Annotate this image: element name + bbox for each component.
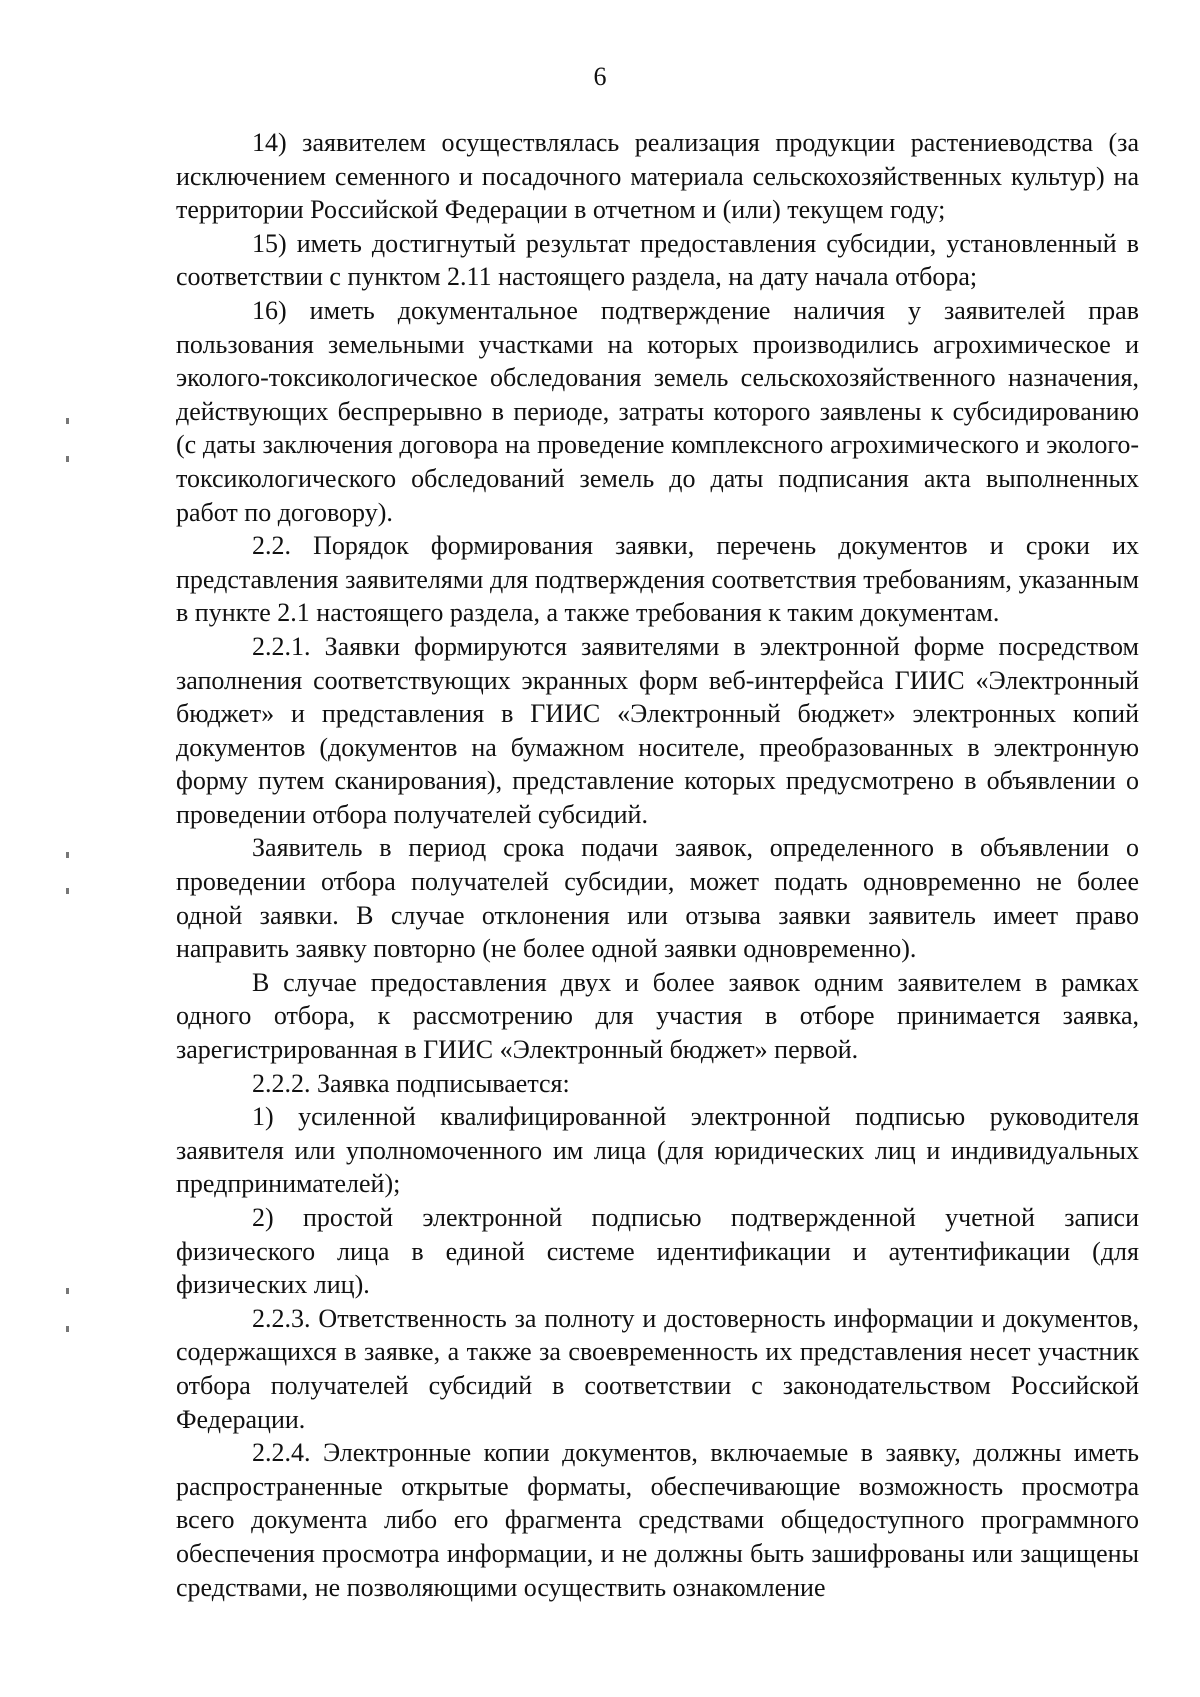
paragraph-signature-legal-entities: 1) усиленной квалифицированной электронной подписью руководителя заявителя или уполномоченного им лица (для юридических лиц и индивидуальных предпринимателей); (176, 1102, 1139, 1199)
paragraph-section-2-2-2: 2.2.2. Заявка подписывается: (252, 1068, 570, 1098)
scan-artifact (66, 418, 69, 424)
paragraph-signature-individuals: 2) простой электронной подписью подтвержденной учетной записи физического лица в единой системе идентификации и аутентификации (для физических лиц). (176, 1203, 1139, 1300)
paragraph-multiple-applications: В случае предоставления двух и более заявок одним заявителем в рамках одного отбора, к рассмотрению для участия в отборе принимается заявка, зарегистрированная в ГИИС «Электронный бюджет» первой. (176, 967, 1139, 1065)
document-body (176, 126, 1139, 1604)
paragraph-section-2-2-4: 2.2.4. Электронные копии документов, включаемые в заявку, должны иметь распространенные открытые форматы, обеспечивающие возможность просмотра всего документа либо его фрагмента средствами общедоступного программного обеспечения просмотра информации, и не должны быть зашифрованы или защищены средствами, не позволяющими осуществить ознакомление (176, 1438, 1139, 1602)
paragraph-single-application: Заявитель в период срока подачи заявок, определенного в объявлении о проведении отбора получателей субсидии, может подать одновременно не более одной заявки. В случае отклонения или отзыва заявки заявитель имеет право направить заявку повторно (не более одной заявки одновременно). (176, 833, 1139, 964)
paragraph-section-2-2-3: 2.2.3. Ответственность за полноту и достоверность информации и документов, содержащихся в заявке, а также за своевременность их представления несет участник отбора получателей субсидий в соответствии с законодательством Российской Федерации. (176, 1303, 1139, 1434)
scan-artifact (66, 456, 69, 462)
page-number: 6 (593, 62, 607, 91)
paragraph-section-2-2-1: 2.2.1. Заявки формируются заявителями в электронной форме посредством заполнения соответствующих экранных форм веб-интерфейса ГИИС «Электронный бюджет» и представления в ГИИС «Электронный бюджет» электронных копий документов (документов на бумажном носителе, преобразованных в электронную форму путем сканирования), представление которых предусмотрено в объявлении о проведении отбора получателей субсидий. (176, 631, 1139, 829)
scan-artifact (66, 888, 69, 894)
paragraph-item-14: 14) заявителем осуществлялась реализация продукции растениеводства (за исключением семенного и посадочного материала сельскохозяйственных культур) на территории Российской Федерации в отчетном и (или) текущем году; (176, 128, 1139, 225)
paragraph-item-16: 16) иметь документальное подтверждение наличия у заявителей прав пользования земельными участками на которых производились агрохимическое и эколого-токсикологическое обследования земель сельскохозяйственного назначения, действующих беспрерывно в периоде, затраты которого заявлены к субсидированию (с даты заключения договора на проведение комплексного агрохимического и эколого-токсикологического обследований земель до даты подписания акта выполненных работ по договору). (176, 295, 1139, 527)
scan-artifact (66, 852, 69, 858)
paragraph-section-2-2: 2.2. Порядок формирования заявки, перечень документов и сроки их представления заявителями для подтверждения соответствия требованиям, указанным в пункте 2.1 настоящего раздела, а также требования к таким документам. (176, 531, 1139, 628)
paragraph-item-15: 15) иметь достигнутый результат предоставления субсидии, установленный в соответствии с пунктом 2.11 настоящего раздела, на дату начала отбора; (176, 228, 1139, 292)
scan-artifact (66, 1288, 69, 1294)
scan-artifact (66, 1326, 69, 1332)
